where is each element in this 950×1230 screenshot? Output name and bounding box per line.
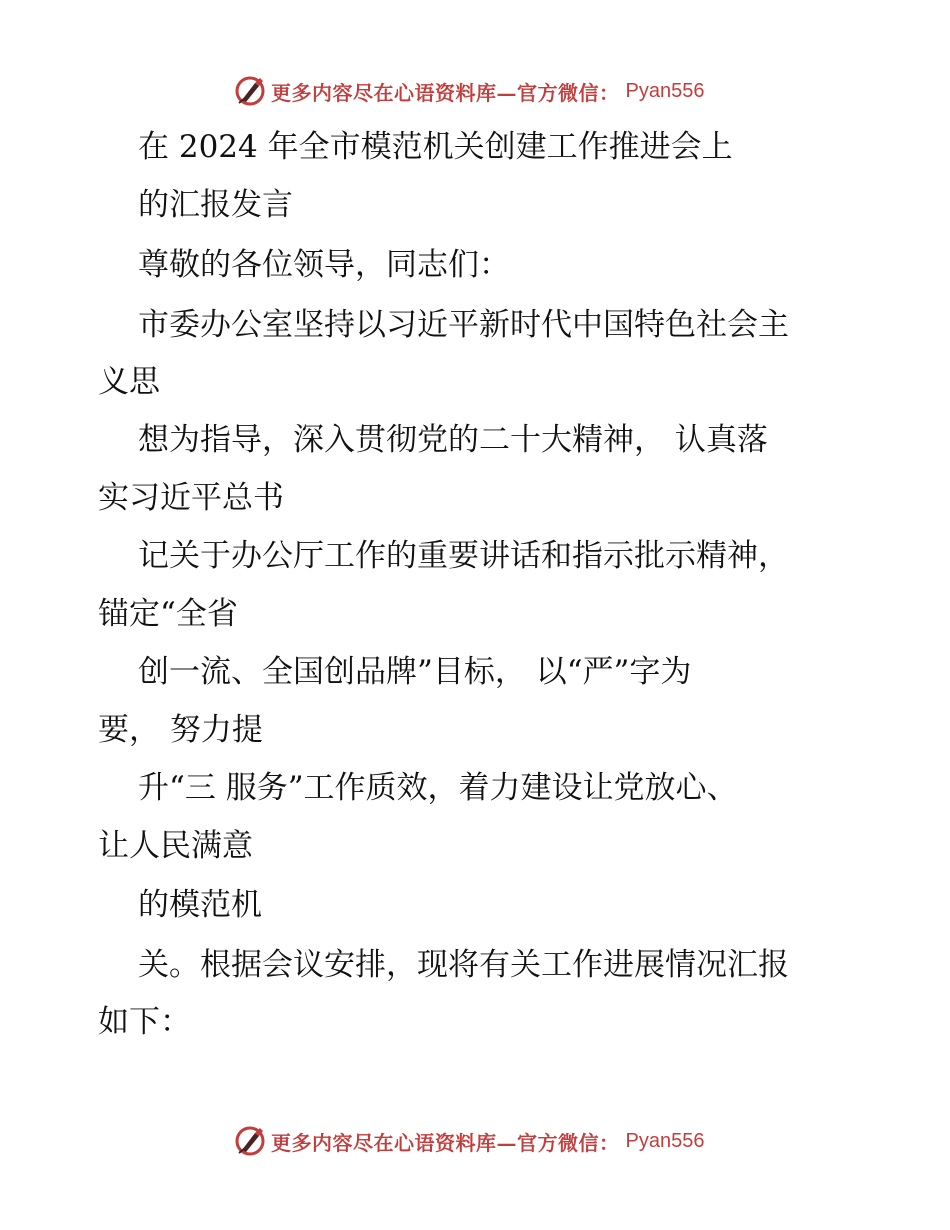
doc-line: 想为指导，深入贯彻党的二十大精神， 认真落: [138, 422, 768, 458]
doc-line: 创一流、全国创品牌”目标， 以“严”字为: [138, 654, 692, 690]
doc-line: 实习近平总书: [98, 480, 284, 516]
quill-pen-logo-icon: [233, 74, 267, 108]
doc-line: 让人民满意: [98, 828, 253, 864]
header-banner-text: 更多内容尽在心语资料库—官方微信：: [271, 80, 620, 105]
quill-pen-logo-icon: [233, 1124, 267, 1158]
doc-line: 如下：: [98, 1004, 191, 1040]
doc-line: 锚定“全省: [98, 596, 238, 632]
footer-banner-text: 更多内容尽在心语资料库—官方微信：: [271, 1130, 620, 1155]
doc-title-line-2: 的汇报发言: [138, 187, 293, 223]
header-banner: [0, 70, 950, 110]
doc-line: 记关于办公厅工作的重要讲话和指示批示精神，: [138, 538, 789, 574]
footer-wechat-id: Pyan556: [625, 1129, 705, 1152]
doc-line: 的模范机: [138, 887, 262, 923]
header-banner-content: [233, 74, 704, 108]
doc-line: 要， 努力提: [98, 712, 263, 748]
doc-line: 关。根据会议安排，现将有关工作进展情况汇报: [138, 947, 789, 983]
doc-title-line-1: 在 2024 年全市模范机关创建工作推进会上: [138, 129, 733, 165]
header-wechat-id: Pyan556: [625, 79, 705, 102]
doc-salutation: 尊敬的各位领导，同志们：: [138, 247, 510, 283]
footer-banner: [0, 1120, 950, 1160]
footer-banner-content: [233, 1124, 704, 1158]
doc-line: 义思: [98, 364, 160, 400]
doc-line: 市委办公室坚持以习近平新时代中国特色社会主: [138, 307, 789, 343]
doc-line: 升“三 服务”工作质效，着力建设让党放心、: [138, 770, 738, 806]
